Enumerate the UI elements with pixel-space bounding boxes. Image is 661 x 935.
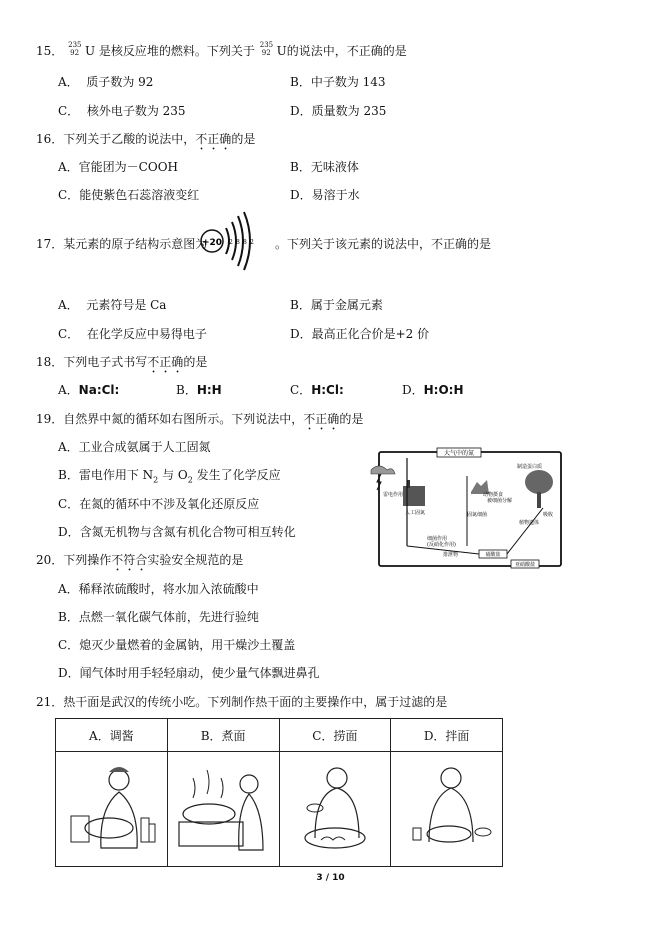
element-symbol: U <box>84 44 96 58</box>
option-d: D．易溶于水 <box>290 188 360 202</box>
element-symbol: U <box>276 44 287 58</box>
option-b: B．H:H <box>176 383 222 397</box>
option-c: C． 在化学反应中易得电子 <box>58 327 207 341</box>
option-b: B．属于金属元素 <box>290 298 383 312</box>
stem-text: 是核反应堆的燃料。下列关于 <box>98 44 255 58</box>
option-a: A．Na:Cl: <box>58 383 120 397</box>
question-15-stem <box>36 42 407 59</box>
electron-formula: H:O:H <box>423 383 464 397</box>
illustration-cell-d <box>391 752 503 867</box>
person-straining-noodles-illustration <box>285 758 385 858</box>
option-a: A．官能团为－COOH <box>58 160 178 174</box>
shell-electrons-1: 2 <box>229 239 233 246</box>
electron-formula: H:H <box>196 383 222 397</box>
header-c: C．捞面 <box>279 719 391 752</box>
person-boiling-noodles-illustration <box>173 758 273 858</box>
shell-electrons-3: 8 <box>243 239 247 246</box>
electron-formula: Na:Cl: <box>78 383 120 397</box>
question-number: 15． <box>36 44 64 58</box>
cooking-steps-table <box>55 718 503 867</box>
illustration-cell-c <box>279 752 391 867</box>
label-lightning: 雷电作用 <box>383 492 404 498</box>
isotope-notation: 235 92 <box>68 41 82 57</box>
stem-negation: 不正确 <box>303 412 340 426</box>
label-animal: 动物摄食 <box>483 492 504 498</box>
label-excretion: 排泄物 <box>443 552 459 558</box>
question-19-stem: 19．自然界中氮的循环如右图所示。下列说法中，不正确的是 <box>36 412 364 426</box>
question-21-stem: 21．热干面是武汉的传统小吃。下列制作热干面的主要操作中，属于过滤的是 <box>36 695 448 709</box>
label-nitrate: 硝酸盐 <box>485 552 501 558</box>
header-a: A．调酱 <box>56 719 168 752</box>
factory-icon <box>403 486 425 506</box>
illustration-cell-a <box>56 752 168 867</box>
option-a: A． 质子数为 92 <box>58 75 154 89</box>
stem-negation: 不正确 <box>346 44 383 58</box>
option-b: B．点燃一氧化碳气体前，先进行验纯 <box>58 610 259 624</box>
option-c: C．H:Cl: <box>290 383 344 397</box>
question-20-stem: 20．下列操作不符合实验安全规范的是 <box>36 553 244 567</box>
stem-text: 的是 <box>382 44 407 58</box>
shell-electrons-4: 2 <box>250 239 254 246</box>
flow-line-right <box>507 508 543 554</box>
option-a: A．稀释浓硫酸时，将水加入浓硫酸中 <box>58 582 259 596</box>
option-c: C．熄灭少量燃着的金属钠，用干燥沙土覆盖 <box>58 638 296 652</box>
option-d: D．含氮无机物与含氮有机化合物可相互转化 <box>58 525 296 539</box>
option-c: C． 核外电子数为 235 <box>58 104 186 118</box>
label-industry: 人工固氮 <box>405 510 426 516</box>
option-b: B．无味液体 <box>290 160 359 174</box>
stem-text: 的说法中， <box>286 44 347 58</box>
illustration-cell-b <box>167 752 279 867</box>
cloud-icon <box>371 466 395 474</box>
nitrogen-cycle-diagram <box>367 446 567 571</box>
stem-negation: 不符合 <box>111 553 148 567</box>
option-a: A．工业合成氨属于人工固氮 <box>58 440 211 454</box>
label-denitrify: (反硝化作用) <box>427 542 456 548</box>
option-c: C．能使紫色石蕊溶液变红 <box>58 188 200 202</box>
label-bacteria: 固氮细菌 <box>467 512 488 518</box>
person-mixing-noodles-illustration <box>397 758 497 858</box>
label-decompose: 被细菌分解 <box>487 498 513 504</box>
option-b: B．中子数为 143 <box>290 75 386 89</box>
stem-negation: 不正确 <box>430 237 467 251</box>
shell-electrons-2: 8 <box>236 239 240 246</box>
page-number: 3 / 10 <box>316 873 345 883</box>
stem-negation: 不正确 <box>195 132 232 146</box>
nucleus-charge: +20 <box>201 238 223 248</box>
label-soil: 细菌作用 <box>427 536 448 542</box>
tree-icon <box>525 470 553 494</box>
option-a: A． 元素符号是 Ca <box>58 298 167 312</box>
label-air-nitrogen: 大气中的氮 <box>443 450 475 457</box>
option-c: C．在氮的循环中不涉及氧化还原反应 <box>58 497 260 511</box>
option-b: B．雷电作用下 $N_2$ 与 $O_2$ 发生了化学反应 <box>58 468 281 485</box>
atomic-structure-diagram <box>198 210 268 276</box>
label-uptake: 吸收 <box>543 512 554 518</box>
tree-trunk <box>537 492 541 508</box>
isotope-notation: 235 92 <box>259 41 274 57</box>
option-d: D．最高正化合价是+2 价 <box>290 327 430 341</box>
option-d: D．闻气体时用手轻轻扇动，使少量气体飘进鼻孔 <box>58 666 320 680</box>
question-16-stem: 16．下列关于乙酸的说法中，不正确的是 <box>36 132 256 146</box>
label-nitrite: 亚硝酸盐 <box>514 562 536 568</box>
option-d: D．H:O:H <box>402 383 464 397</box>
header-d: D．拌面 <box>391 719 503 752</box>
person-mixing-sauce-illustration <box>61 758 161 858</box>
question-18-stem: 18．下列电子式书写不正确的是 <box>36 355 208 369</box>
label-plant: 植物遗体 <box>519 520 540 526</box>
header-b: B．煮面 <box>167 719 279 752</box>
question-17-stem: 17．某元素的原子结构示意图为 。下列关于该元素的说法中，不正确的是 <box>36 237 491 251</box>
option-d: D．质量数为 235 <box>290 104 387 118</box>
stem-negation: 不正确 <box>147 355 184 369</box>
label-protein: 制造蛋白质 <box>517 464 543 470</box>
electron-formula: H:Cl: <box>311 383 344 397</box>
